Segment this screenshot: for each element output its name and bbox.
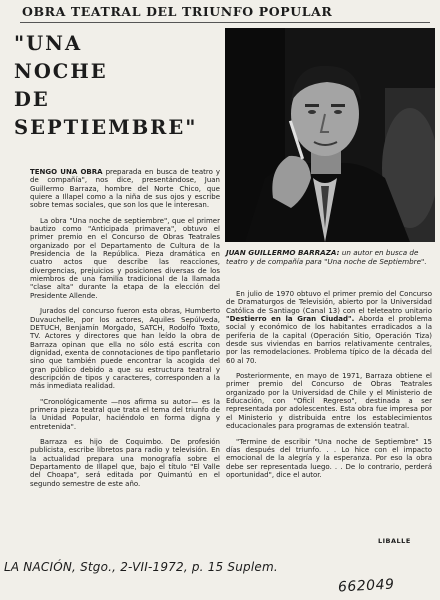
- article-paragraph: La obra "Una noche de septiembre", que el primer bautizo como "Anticipada primavera", obtuvo el primer premio en el Concurso de Obras Teatrales organizado por el Departamento de Cultura de la Presidencia de la República. Pieza dramática en cuatro actos que describe las reacciones, divergencias, prejuicios y posiciones diversas de los miembros de una familia tradicional de la llamada "clase alta" durante la etapa de la elección del Presidente Allende.: [30, 216, 220, 300]
- author-photo: [225, 28, 435, 242]
- archive-number: 662049: [337, 576, 395, 596]
- article-paragraph: Posteriormente, en mayo de 1971, Barraza obtiene el primer premio del Concurso de Obras Teatrales organizado por la Universidad de Chile y el Ministerio de Educación, con "Oficil Regreso", destinada a ser representada por adolescentes. Esta obra fue impresa por el Ministerio y distribuida entre los establecimientos educacionales para programas de extensión teatral.: [226, 372, 432, 431]
- author-portrait-image: [225, 28, 435, 242]
- article-paragraph: [226, 290, 432, 365]
- headline-line: SEPTIEMBRE": [14, 116, 198, 139]
- headline-line: "UNA: [14, 32, 83, 55]
- paragraph-lead: TENGO UNA OBRA: [30, 168, 103, 176]
- paragraph-text: En julio de 1970 obtuvo el primer premio del Concurso de Dramaturgos de Televisión, abierto por la Universidad Católica de Santiago (Canal 13) con el teleteatro unitario: [226, 290, 432, 315]
- paragraph-text: preparada en busca de teatro y de compañía", nos dice, presentándose, Juan Guillermo Barraza, hombre del Norte Chico, que quiere a Illapel como a la niña de sus ojos y escribe sobre temas sociales, que son los que le interesan.: [30, 168, 220, 210]
- caption-text: un autor en busca de teatro y de compañía para "Una noche de Septiembre".: [226, 248, 427, 266]
- article-paragraph: "Termine de escribir "Una noche de Septiembre" 15 días después del triunfo. . . Lo hice con el impacto emocional de la alegría y la esperanza. Por eso la obra debe ser representada luego. . . De lo contrario, perderá oportunidad", dice el autor.: [226, 437, 432, 479]
- headline-line: NOCHE: [14, 60, 108, 83]
- play-title: "Destierro en la Gran Ciudad".: [226, 315, 355, 324]
- author-signature: LIBALLE: [378, 537, 411, 545]
- article-paragraph: Barraza es hijo de Coquimbo. De profesión publicista, escribe libretos para radio y televisión. En la actualidad prepara una monografía sobre el Departamento de Illapel que, bajo el título "El Valle del Choapa", será editada por Quimantú en el segundo semestre de este año.: [30, 437, 220, 488]
- article-paragraph: [30, 168, 220, 210]
- article-paragraph: Jurados del concurso fueron esta obras, Humberto Duvauchelle, por los actores, Aquiles Sepúlveda, DETUCH, Benjamín Morgado, SATCH, Rodolfo Toxto, TV. Actores y directores que han leído la obra de Barraza opinan que ella no sólo está escrita con dignidad, exenta de connotaciones de tipo panfletario sino que también puede encontrar la acogida del gran público debido a que su estructura teatral y descripción de tipos y caracteres, corresponden a la más inmediata realidad.: [30, 307, 220, 391]
- article-paragraph: "Cronológicamente —nos afirma su autor— es la primera pieza teatral que trata el tema del triunfo de la Unidad Popular, haciéndolo en forma digna y entretenida".: [30, 397, 220, 431]
- top-rule: [20, 22, 430, 23]
- caption-name: JUAN GUILLERMO BARRAZA:: [226, 248, 340, 257]
- headline: [14, 30, 224, 142]
- kicker: OBRA TEATRAL DEL TRIUNFO POPULAR: [22, 4, 333, 19]
- photo-caption: [226, 248, 434, 266]
- paragraph-text: Aborda el problema social y económico de los habitantes erradicados a la periferia de la capital (Operación Sitio, Operación Tiza) desde sus viviendas en barrios relativamente centrales, por las remodelaciones. Problema típico de la década del 60 al 70.: [226, 315, 432, 365]
- headline-line: DE: [14, 88, 50, 111]
- handwritten-source-note: LA NACIÓN, Stgo., 2-VII-1972, p. 15 Suplem.: [4, 560, 278, 574]
- right-column: [226, 290, 432, 486]
- left-column: [30, 168, 220, 495]
